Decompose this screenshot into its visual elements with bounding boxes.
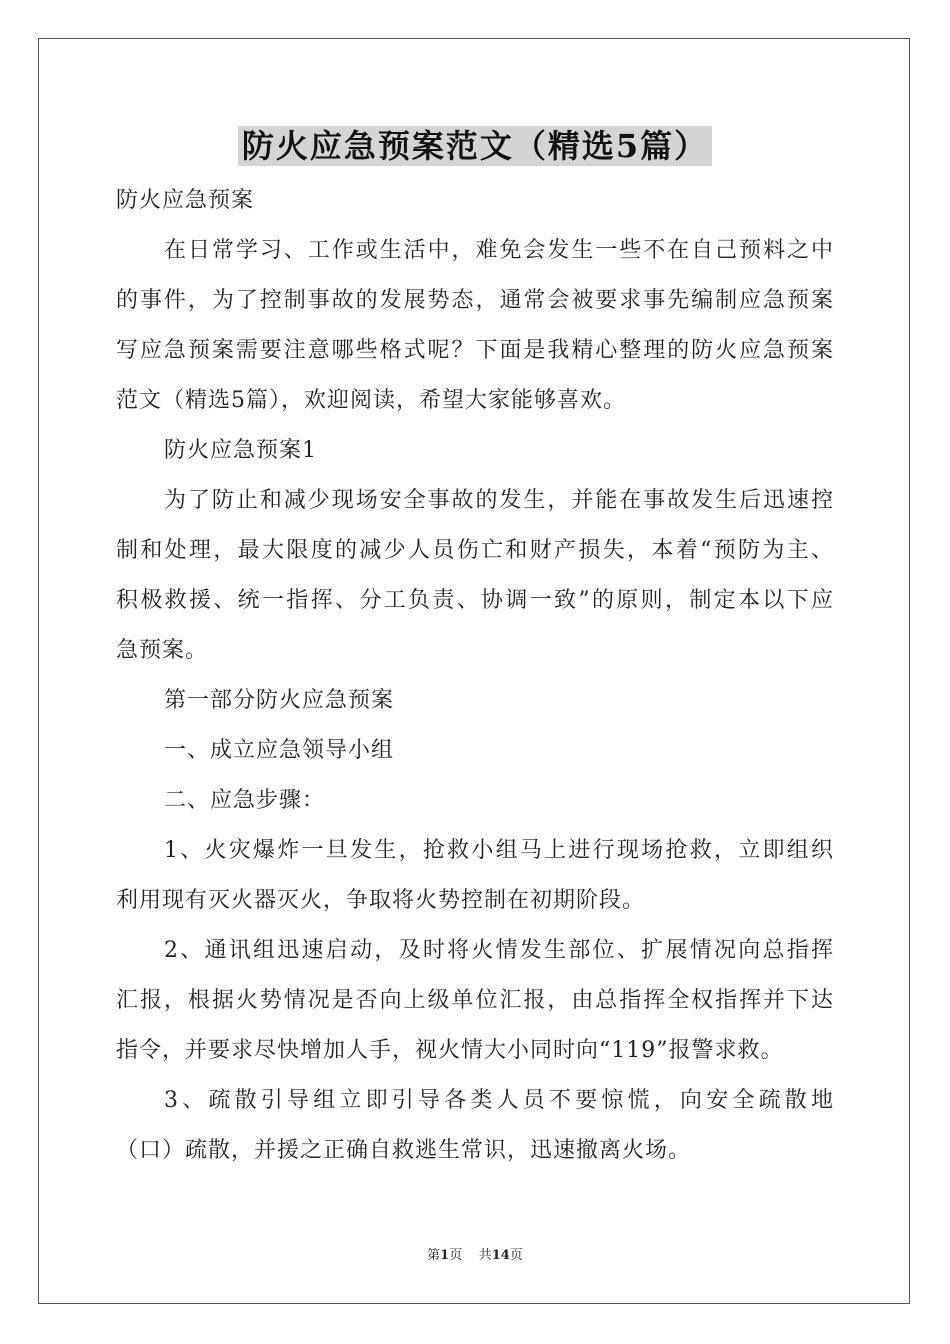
section-heading: 一、成立应急领导小组 bbox=[164, 738, 395, 763]
section-heading: 第一部分防火应急预案 bbox=[164, 688, 395, 713]
page-number: 1 bbox=[440, 1248, 450, 1263]
paragraph-line: 写应急预案需要注意哪些格式呢？下面是我精心整理的防火应急预案 bbox=[116, 338, 834, 363]
paragraph-line: 指令，并要求尽快增加人手，视火情大小同时向“119”报警求救。 bbox=[116, 1038, 784, 1063]
title-wrap bbox=[0, 126, 950, 166]
paragraph-line: 防火应急预案 bbox=[116, 188, 255, 213]
section-heading: 防火应急预案1 bbox=[164, 438, 317, 463]
document-body bbox=[116, 176, 834, 1176]
paragraph-line: 3、疏散引导组立即引导各类人员不要惊慌，向安全疏散地 bbox=[164, 1088, 834, 1113]
paragraph-line: 1、火灾爆炸一旦发生，抢救小组马上进行现场抢救，立即组织 bbox=[164, 838, 834, 863]
paragraph-line: 积极救援、统一指挥、分工负责、协调一致”的原则，制定本以下应 bbox=[116, 588, 834, 613]
paragraph-line: 急预案。 bbox=[116, 638, 209, 663]
paragraph-line: 的事件，为了控制事故的发展势态，通常会被要求事先编制应急预案 bbox=[116, 288, 834, 313]
total-prefix: 共 bbox=[478, 1248, 492, 1263]
paragraph-line: 在日常学习、工作或生活中，难免会发生一些不在自己预料之中 bbox=[164, 238, 834, 263]
document-title: 防火应急预案范文（精选5篇） bbox=[238, 126, 712, 166]
paragraph-line: 2、通讯组迅速启动，及时将火情发生部位、扩展情况向总指挥 bbox=[164, 938, 834, 963]
paragraph-line: （口）疏散，并援之正确自救逃生常识，迅速撤离火场。 bbox=[116, 1138, 692, 1163]
paragraph-line: 汇报，根据火势情况是否向上级单位汇报，由总指挥全权指挥并下达 bbox=[116, 988, 834, 1013]
page-prefix: 第 bbox=[427, 1248, 441, 1263]
total-suffix: 页 bbox=[509, 1248, 523, 1263]
page-footer bbox=[0, 1244, 950, 1263]
paragraph-line: 为了防止和减少现场安全事故的发生，并能在事故发生后迅速控 bbox=[164, 488, 834, 513]
paragraph-line: 制和处理，最大限度的减少人员伤亡和财产损失，本着“预防为主、 bbox=[116, 538, 834, 563]
section-heading: 二、应急步骤： bbox=[164, 788, 326, 813]
paragraph-line: 范文（精选5篇），欢迎阅读，希望大家能够喜欢。 bbox=[116, 388, 626, 413]
page-suffix: 页 bbox=[449, 1248, 463, 1263]
total-pages: 14 bbox=[491, 1248, 510, 1263]
paragraph-line: 利用现有灭火器灭火，争取将火势控制在初期阶段。 bbox=[116, 888, 646, 913]
